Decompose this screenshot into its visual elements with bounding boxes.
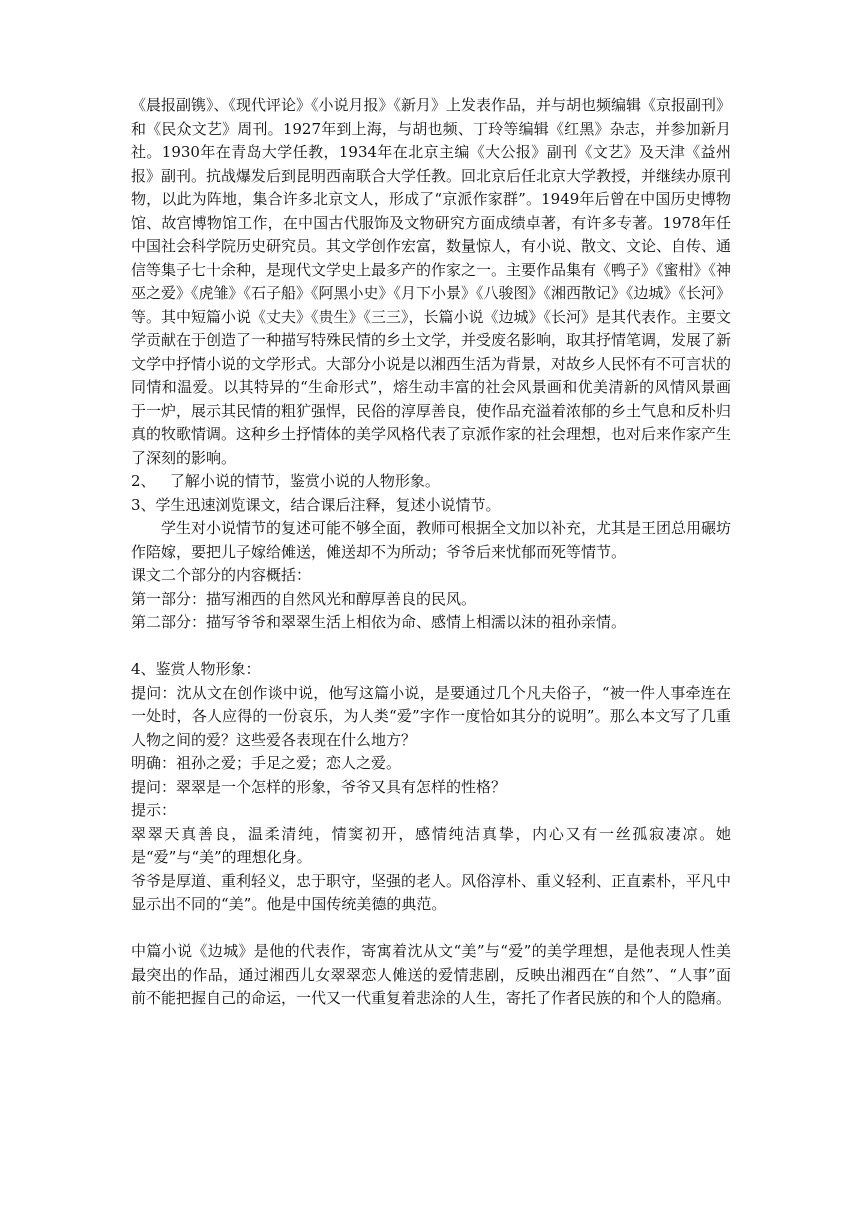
question-2: 提问：翠翠是一个怎样的形象，爷爷又具有怎样的性格？ [131,777,507,796]
conclusion-paragraph: 中篇小说《边城》是他的代表作，寄寓着沈从文“美”与“爱”的美学理想，是他表现人性美最突出的作品，通过湘西儿女翠翠恋人傩送的爱情悲剧，反映出湘西在“自然”、“人事”面前不能把握自己的命运，一代又一代重复着悲涂的人生，寄托了作者民族的和个人的隐痛。 [131,942,732,1007]
hint-label: 提示： [131,801,177,819]
cuicui-description: 翠翠天真善良，温柔清纯，情窦初开，感情纯洁真挚，内心又有一丝孤寂凄凉。她是“爱”与“美”的理想化身。 [131,824,731,866]
step-2-item: 2、 了解小说的情节，鉴赏小说的人物形象。 [131,472,440,490]
blank-line [131,635,731,659]
blank-line [131,917,731,941]
document-page [131,94,731,1011]
grandpa-description: 爷爷是厚道、重利轻义，忠于职守，坚强的老人。风俗淳朴、重义轻利、正直素朴，平凡中显示出不同的“美”。他是中国传统美德的典范。 [131,871,732,913]
parts-heading: 课文二个部分的内容概括： [131,566,312,584]
question-1: 提问：沈从文在创作谈中说，他写这篇小说，是要通过几个凡夫俗子，“被一件人事牵连在一处时，各人应得的一份哀乐，为人类“爱”字作一度恰如其分的说明”。那么本文写了几重人物之间的爱？这些爱各表现在什么地方？ [131,683,731,749]
step-3-item: 3、学生迅速浏览课文，结合课后注释，复述小说情节。 [131,495,501,514]
answer-1: 明确：祖孙之爱；手足之爱；恋人之爱。 [131,754,402,772]
part-2-summary: 第二部分：描写爷爷和翠翠生活上相依为命、感情上相濡以沫的祖孙亲情。 [131,613,627,631]
step-4-item: 4、鉴赏人物形象： [131,660,261,678]
author-biography-paragraph: 《晨报副镌》、《现代评论》《小说月报》《新月》上发表作品，并与胡也频编辑《京报副刊》和《民众文艺》周刊。1927年到上海，与胡也频、丁玲等编辑《红黑》杂志，并参加新月社。1930年在青岛大学任教，1934年在北京主编《大公报》副刊《文艺》及天津《益州报》副刊。抗战爆发后到昆明西南联合大学任教。回北京后任北京大学教授，并继续办原刊物，以此为阵地，集合许多北京文人，形成了“京派作家群”。1949年后曾在中国历史博物馆、故宫博物馆工作，在中国古代服饰及文物研究方面成绩卓著，有许多专著。1978年任中国社会科学院历史研究员。其文学创作宏富，数量惊人，有小说、散文、文论、自传、通信等集子七十余种，是现代文学史上最多产的作家之一。主要作品集有《鸭子》《蜜柑》《神巫之爱》《虎雏》《石子船》《阿黑小史》《月下小景》《八骏图》《湘西散记》《边城》《长河》等。其中短篇小说《丈夫》《贵生》《三三》，长篇小说《边城》《长河》是其代表作。主要文学贡献在于创造了一种描写特殊民情的乡土文学，并受废名影响，取其抒情笔调，发展了新文学中抒情小说的文学形式。大部分小说是以湘西生活为背景，对故乡人民怀有不可言状的同情和温爱。以其特异的“生命形式”，熔生动丰富的社会风景画和优美清新的风情风景画于一炉，展示其民情的粗犷强悍，民俗的淳厚善良，使作品充溢着浓郁的乡土气息和反朴归真的牧歌情调。这种乡土抒情体的美学风格代表了京派作家的社会理想，也对后来作家产生了深刻的影响。 [131,96,732,467]
part-1-summary: 第一部分：描写湘西的自然风光和醇厚善良的民风。 [131,589,477,608]
supplement-paragraph: 学生对小说情节的复述可能不够全面，教师可根据全文加以补充，尤其是王团总用碾坊作陪嫁，要把儿子嫁给傩送，傩送却不为所动；爷爷后来忧郁而死等情节。 [131,519,732,561]
